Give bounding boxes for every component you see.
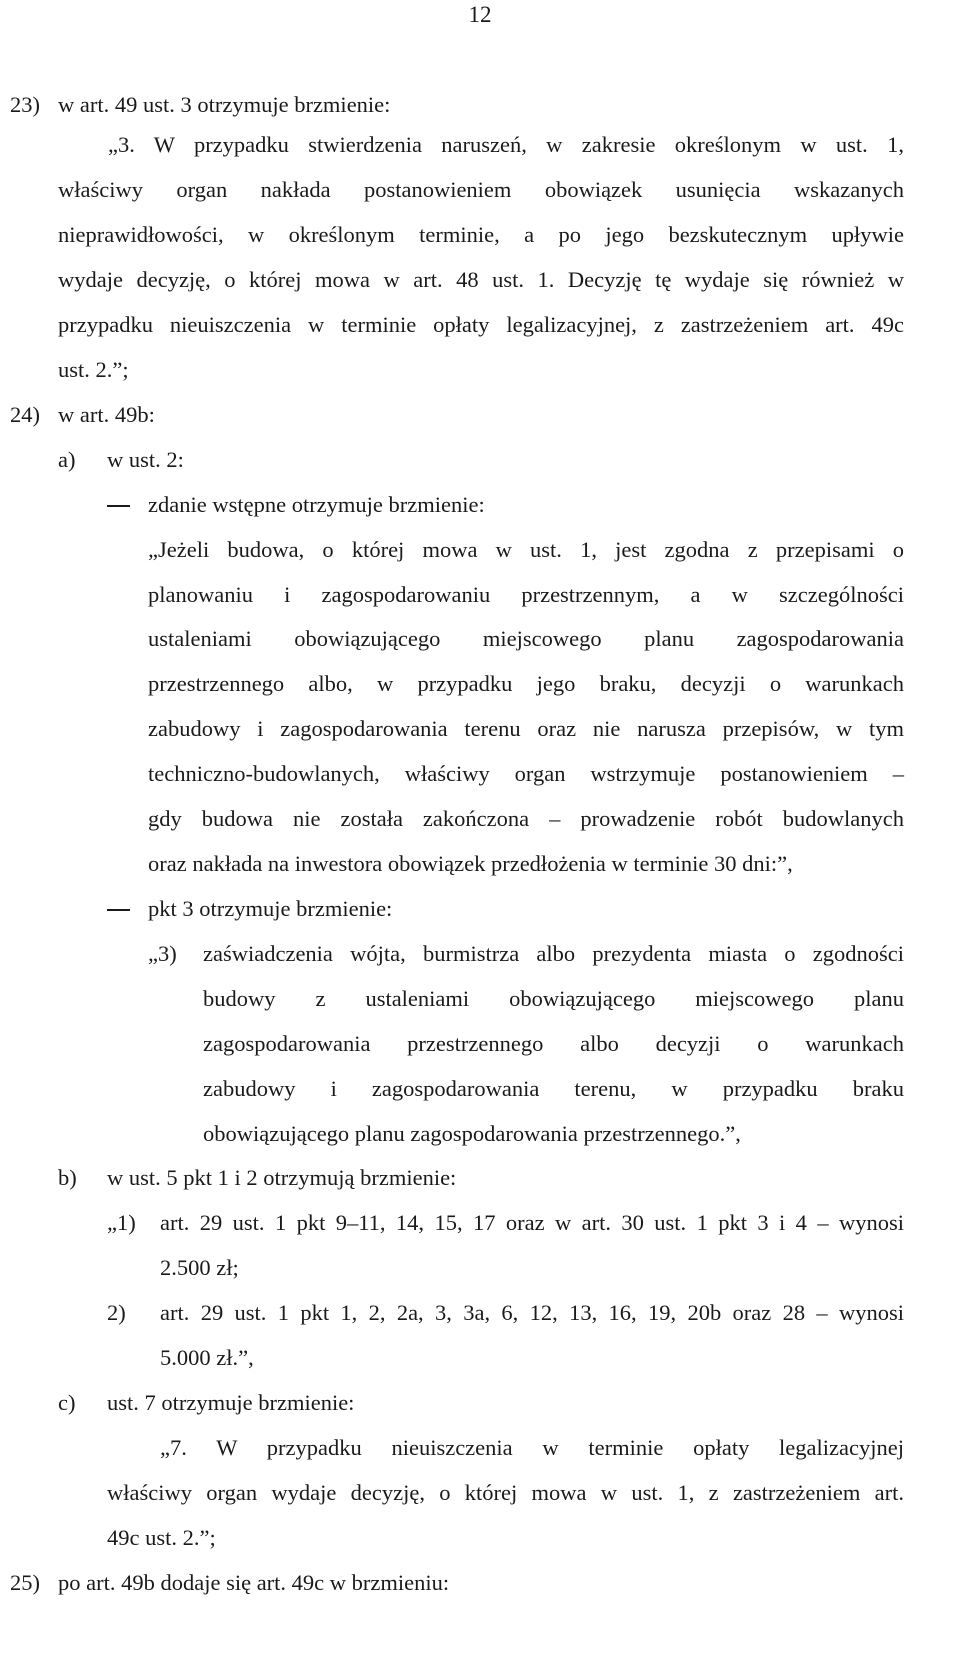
quoted-line: zabudowy i zagospodarowania terenu oraz nie narusza przepisów, w tym [148, 716, 904, 741]
dash-intro: zdanie wstępne otrzymuje brzmienie: [148, 492, 485, 517]
letter-a-intro: w ust. 2: [107, 447, 184, 472]
letter-b-intro: w ust. 5 pkt 1 i 2 otrzymują brzmienie: [107, 1165, 457, 1190]
item-number: 24) [10, 402, 40, 427]
quoted-line: 5.000 zł.”, [160, 1345, 254, 1370]
quoted-line: art. 29 ust. 1 pkt 1, 2, 2a, 3, 3a, 6, 12, 13, 16, 19, 20b oraz 28 – wynosi [160, 1300, 904, 1325]
point-number: 2) [107, 1300, 126, 1325]
quoted-line: ust. 2.”; [58, 357, 129, 382]
quoted-line: właściwy organ wydaje decyzję, o której mowa w ust. 1, z zastrzeżeniem art. [107, 1480, 904, 1505]
quoted-line: techniczno-budowlanych, właściwy organ wstrzymuje postanowieniem – [148, 761, 904, 786]
item-number: 25) [10, 1570, 40, 1595]
dash-bullet [107, 909, 130, 911]
quoted-line: zaświadczenia wójta, burmistrza albo prezydenta miasta o zgodności [203, 941, 904, 966]
quoted-line: przestrzennego albo, w przypadku jego braku, decyzji o warunkach [148, 671, 904, 696]
quoted-line: zabudowy i zagospodarowania terenu, w przypadku braku [203, 1076, 904, 1101]
quoted-line: „3. W przypadku stwierdzenia naruszeń, w zakresie określonym w ust. 1, [108, 132, 904, 157]
quoted-line: ustaleniami obowiązującego miejscowego planu zagospodarowania [148, 626, 904, 651]
quoted-line: 2.500 zł; [160, 1255, 239, 1280]
letter-c: c) [58, 1390, 76, 1415]
item-intro: w art. 49b: [58, 402, 155, 427]
quoted-line: 49c ust. 2.”; [107, 1525, 216, 1550]
item-intro: po art. 49b dodaje się art. 49c w brzmieniu: [58, 1570, 450, 1595]
quoted-line: właściwy organ nakłada postanowieniem obowiązek usunięcia wskazanych [58, 177, 904, 202]
quoted-line: przypadku nieuiszczenia w terminie opłaty legalizacyjnej, z zastrzeżeniem art. 49c [58, 312, 904, 337]
letter-c-intro: ust. 7 otrzymuje brzmienie: [107, 1390, 355, 1415]
quoted-line: wydaje decyzję, o której mowa w art. 48 ust. 1. Decyzję tę wydaje się również w [58, 267, 904, 292]
quoted-line: obowiązującego planu zagospodarowania przestrzennego.”, [203, 1121, 741, 1146]
quoted-line: „7. W przypadku nieuiszczenia w terminie opłaty legalizacyjnej [160, 1435, 904, 1460]
quoted-line: nieprawidłowości, w określonym terminie, a po jego bezskutecznym upływie [58, 222, 904, 247]
item-number: 23) [10, 92, 40, 117]
letter-b: b) [58, 1165, 77, 1190]
page-number: 12 [468, 2, 492, 27]
quoted-line: zagospodarowania przestrzennego albo decyzji o warunkach [203, 1031, 904, 1056]
quoted-line: budowy z ustaleniami obowiązującego miejscowego planu [203, 986, 904, 1011]
quoted-line: gdy budowa nie została zakończona – prowadzenie robót budowlanych [148, 806, 904, 831]
dash-bullet [107, 505, 130, 507]
quoted-line: planowaniu i zagospodarowaniu przestrzennym, a w szczególności [148, 582, 904, 607]
dash-intro: pkt 3 otrzymuje brzmienie: [148, 896, 393, 921]
quoted-line: „Jeżeli budowa, o której mowa w ust. 1, jest zgodna z przepisami o [148, 537, 904, 562]
letter-a: a) [58, 447, 76, 472]
point-number: „1) [107, 1210, 136, 1235]
item-intro: w art. 49 ust. 3 otrzymuje brzmienie: [58, 92, 391, 117]
quoted-line: oraz nakłada na inwestora obowiązek przedłożenia w terminie 30 dni:”, [148, 851, 793, 876]
quoted-line: art. 29 ust. 1 pkt 9–11, 14, 15, 17 oraz w art. 30 ust. 1 pkt 3 i 4 – wynosi [160, 1210, 904, 1235]
point-number: „3) [148, 941, 177, 966]
